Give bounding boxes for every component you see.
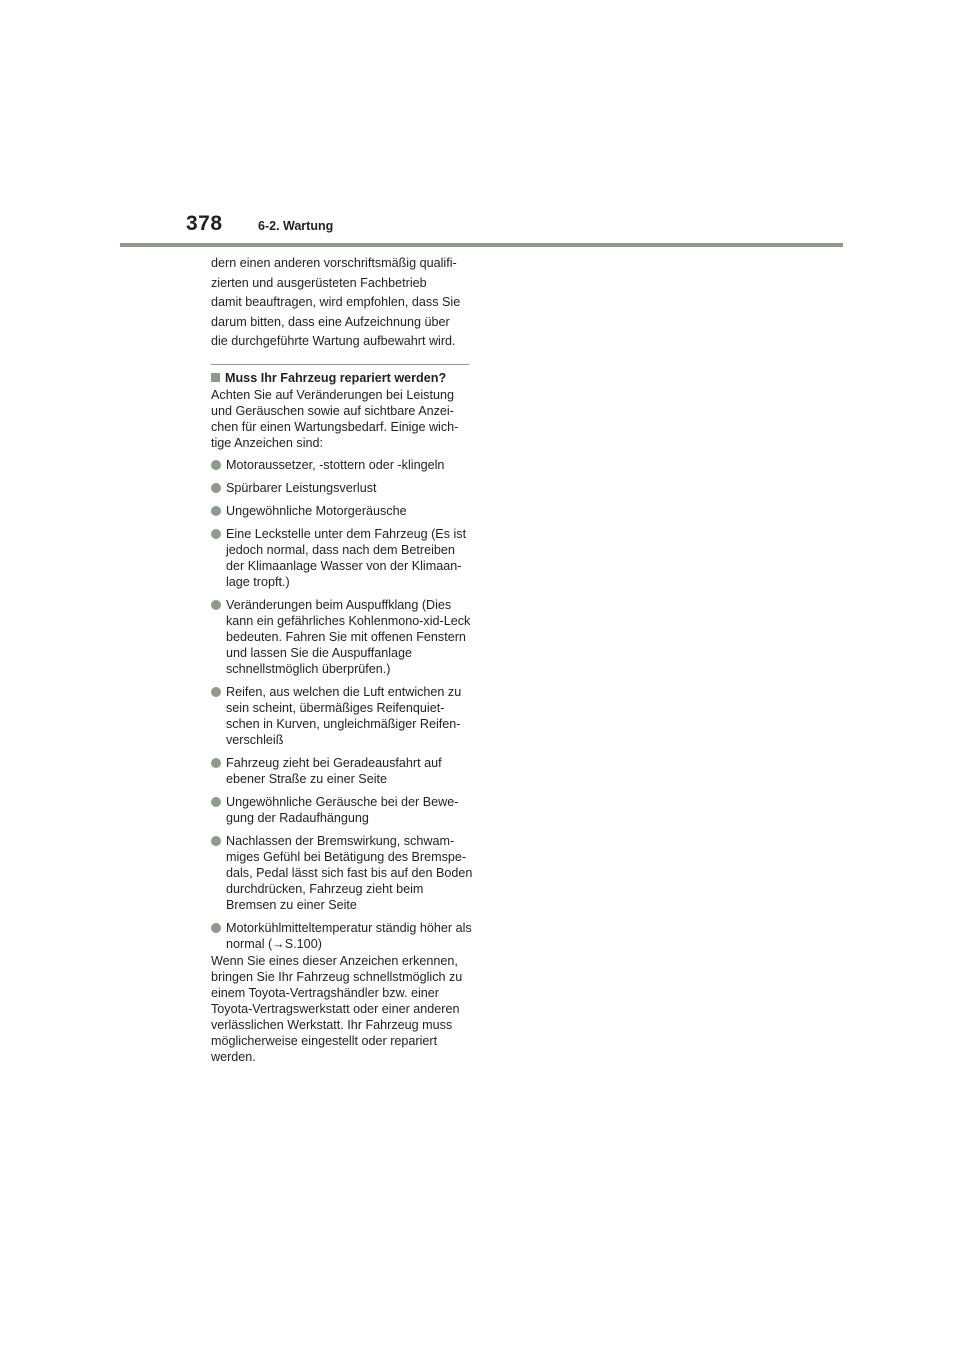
list-item xyxy=(211,755,473,787)
circle-bullet-icon xyxy=(211,797,221,807)
list-item xyxy=(211,480,473,496)
list-item-text: Motorkühlmitteltemperatur ständig höher als normal (→S.100) xyxy=(226,920,472,951)
list-item xyxy=(211,457,473,473)
intro-line: damit beauftragen, wird empfohlen, dass Sie xyxy=(211,295,461,310)
circle-bullet-icon xyxy=(211,836,221,846)
circle-bullet-icon xyxy=(211,923,221,933)
circle-bullet-icon xyxy=(211,460,221,470)
circle-bullet-icon xyxy=(211,506,221,516)
circle-bullet-icon xyxy=(211,529,221,539)
closing-paragraph: Wenn Sie eines dieser Anzeichen erkennen, bringen Sie Ihr Fahrzeug schnellstmöglich zu einem Toyota-Vertragshändler bzw. einer Toyota-Vertragswerkstatt oder einer anderen verlässlichen Werkstatt. Ihr Fahrzeug muss möglicherweise eingestellt oder repariert werden. xyxy=(211,953,463,1064)
list-item xyxy=(211,684,473,748)
list-item xyxy=(211,503,473,519)
list-item-text: Fahrzeug zieht bei Geradeausfahrt auf ebener Straße zu einer Seite xyxy=(226,755,442,786)
list-item-text: Reifen, aus welchen die Luft entwichen zu sein scheint, übermäßiges Reifenquiet-schen in Kurven, ungleichmäßiger Reifen-verschleiß xyxy=(226,684,462,747)
list-item xyxy=(211,526,473,590)
list-item xyxy=(211,794,473,826)
header-rule xyxy=(120,243,843,247)
section-body: Achten Sie auf Veränderungen bei Leistung und Geräuschen sowie auf sichtbare Anzei-chen für einen Wartungsbedarf. Einige wich-tige Anzeichen sind: xyxy=(211,387,459,450)
list-item-text: Eine Leckstelle unter dem Fahrzeug (Es ist jedoch normal, dass nach dem Betreiben der Klimaanlage Wasser von der Klimaan-lage tropft.) xyxy=(226,526,467,589)
circle-bullet-icon xyxy=(211,687,221,697)
section-heading-text: Muss Ihr Fahrzeug repariert werden? xyxy=(225,370,447,385)
list-item-text: Veränderungen beim Auspuffklang (Dies kann ein gefährliches Kohlenmono-xid-Leck bedeuten. Fahren Sie mit offenen Fenstern und lassen Sie die Auspuffanlage schnellstmöglich überprüfen.) xyxy=(226,597,471,676)
circle-bullet-icon xyxy=(211,483,221,493)
circle-bullet-icon xyxy=(211,600,221,610)
symptom-list xyxy=(211,457,473,952)
list-item-text: Ungewöhnliche Geräusche bei der Bewe-gung der Radaufhängung xyxy=(226,794,459,825)
intro-paragraph xyxy=(211,254,473,352)
heading-rule xyxy=(211,364,469,365)
list-item xyxy=(211,920,473,952)
main-content xyxy=(211,254,473,1065)
square-icon xyxy=(211,373,220,382)
list-item-text: Ungewöhnliche Motorgeräusche xyxy=(226,503,407,518)
section-heading xyxy=(211,370,473,386)
circle-bullet-icon xyxy=(211,758,221,768)
list-item-text: Spürbarer Leistungsverlust xyxy=(226,480,377,495)
list-item-text: Motoraussetzer, -stottern oder -klingeln xyxy=(226,457,445,472)
section-title: 6-2. Wartung xyxy=(258,219,334,233)
intro-line: darum bitten, dass eine Aufzeichnung über xyxy=(211,314,450,329)
list-item xyxy=(211,833,473,913)
list-item xyxy=(211,597,473,677)
page-number: 378 xyxy=(186,212,223,235)
intro-line: die durchgeführte Wartung aufbewahrt wird. xyxy=(211,334,456,349)
list-item-text: Nachlassen der Bremswirkung, schwam-miges Gefühl bei Betätigung des Bremspe-dals, Pedal lässt sich fast bis auf den Boden durchdrücken, Fahrzeug zieht beim Bremsen zu einer Seite xyxy=(226,833,473,912)
intro-line: zierten und ausgerüsteten Fachbetrieb xyxy=(211,275,427,290)
intro-line: dern einen anderen vorschriftsmäßig qualifi- xyxy=(211,256,457,270)
